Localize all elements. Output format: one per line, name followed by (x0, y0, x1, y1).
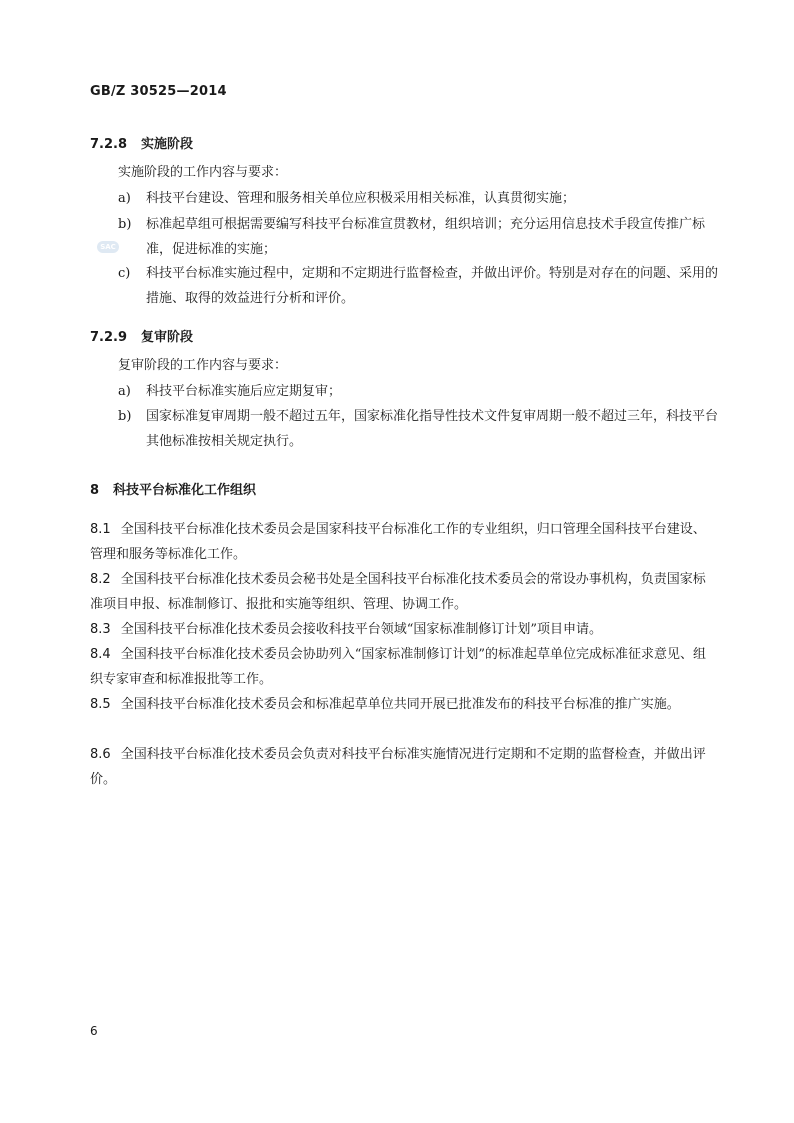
clause-text: 全国科技平台标准化技术委员会秘书处是全国科技平台标准化技术委员会的常设办事机构，负责国家标准项目申报、标准制修订、报批和实施等组织、管理、协调工作。 (90, 572, 706, 612)
list-item (118, 212, 718, 262)
clause-number: 8.2 (90, 572, 111, 587)
clause-8-1 (90, 517, 715, 567)
list-item-text: 标准起草组可根据需要编写科技平台标准宣贯教材，组织培训；充分运用信息技术手段宣传推广标准，促进标准的实施； (146, 217, 706, 257)
list-marker: a) (118, 191, 131, 206)
clause-8-6 (90, 742, 715, 792)
section-7-2-9-intro: 复审阶段的工作内容与要求： (118, 358, 288, 373)
clause-number: 8.6 (90, 747, 111, 762)
list-item-text: 科技平台标准实施后应定期复审； (146, 384, 342, 399)
list-item-text: 科技平台标准实施过程中，定期和不定期进行监督检查，并做出评价。特别是对存在的问题、采用的措施、取得的效益进行分析和评价。 (146, 266, 719, 306)
clause-8-5 (90, 692, 715, 717)
list-item-text: 科技平台建设、管理和服务相关单位应积极采用相关标准，认真贯彻实施； (146, 191, 576, 206)
page-number: 6 (90, 1024, 98, 1038)
list-item (118, 186, 718, 211)
clause-8-2 (90, 567, 715, 617)
clause-number: 8.1 (90, 522, 111, 537)
list-item (118, 379, 718, 404)
section-7-2-8-intro: 实施阶段的工作内容与要求： (118, 165, 288, 180)
clause-text: 全国科技平台标准化技术委员会是国家科技平台标准化工作的专业组织，归口管理全国科技平台建设、管理和服务等标准化工作。 (90, 522, 706, 562)
list-marker: a) (118, 384, 131, 399)
list-item (118, 404, 718, 454)
section-title: 实施阶段 (141, 137, 194, 152)
section-8-heading (90, 479, 256, 498)
clause-number: 8.4 (90, 647, 111, 662)
section-number: 7.2.8 (90, 137, 128, 152)
clause-text: 全国科技平台标准化技术委员会接收科技平台领域“国家标准制修订计划”项目申请。 (120, 622, 602, 637)
section-7-2-8-heading (90, 133, 193, 152)
clause-text: 全国科技平台标准化技术委员会协助列入“国家标准制修订计划”的标准起草单位完成标准征求意见、组织专家审查和标准报批等工作。 (90, 647, 706, 687)
clause-8-4 (90, 642, 715, 692)
section-title: 复审阶段 (141, 330, 194, 345)
section-title: 科技平台标准化工作组织 (113, 483, 257, 498)
section-number: 7.2.9 (90, 330, 128, 345)
clause-number: 8.3 (90, 622, 111, 637)
clause-number: 8.5 (90, 697, 111, 712)
clause-text: 全国科技平台标准化技术委员会负责对科技平台标准实施情况进行定期和不定期的监督检查，并做出评价。 (90, 747, 706, 787)
list-item-text: 国家标准复审周期一般不超过五年，国家标准化指导性技术文件复审周期一般不超过三年，科技平台其他标准按相关规定执行。 (146, 409, 719, 449)
clause-text: 全国科技平台标准化技术委员会和标准起草单位共同开展已批准发布的科技平台标准的推广实施。 (120, 697, 680, 712)
list-marker: b) (118, 217, 132, 232)
list-item (118, 261, 718, 311)
sac-watermark-logo: SAC (97, 241, 119, 253)
clause-8-3 (90, 617, 715, 642)
list-marker: b) (118, 409, 132, 424)
standard-code-header: GB/Z 30525—2014 (90, 84, 227, 99)
list-marker: c) (118, 266, 131, 281)
section-number: 8 (90, 483, 100, 498)
section-7-2-9-heading (90, 326, 193, 345)
